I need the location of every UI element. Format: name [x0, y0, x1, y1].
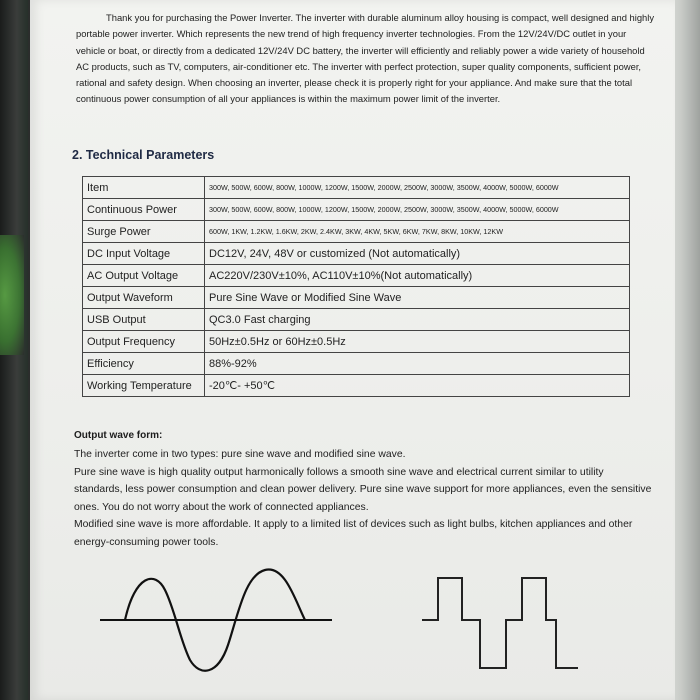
row-label: AC Output Voltage	[83, 265, 205, 287]
waveform-heading: Output wave form:	[74, 430, 163, 441]
row-value: 88%-92%	[205, 353, 630, 375]
waveform-line: Pure sine wave is high quality output harmonically follows a smooth sine wave and electrical current similar to utility standards, less power consumption and clean power delivery. Pure sine wave support for more appliances, even the sensitive ones. You do not worry about the work of connected appliances.	[74, 466, 652, 513]
row-label: Output Waveform	[83, 287, 205, 309]
modified-sine-wave-illustration	[422, 570, 582, 675]
row-value: 50Hz±0.5Hz or 60Hz±0.5Hz	[205, 331, 630, 353]
row-value: DC12V, 24V, 48V or customized (Not automatically)	[205, 243, 630, 265]
section-title: 2. Technical Parameters	[72, 148, 215, 162]
row-label: Surge Power	[83, 221, 205, 243]
table-row	[83, 331, 630, 353]
square-wave-line	[422, 578, 578, 668]
row-label: Continuous Power	[83, 199, 205, 221]
table-row	[83, 243, 630, 265]
row-value: 300W, 500W, 600W, 800W, 1000W, 1200W, 1500W, 2000W, 2500W, 3000W, 3500W, 4000W, 5000W, 6000W	[205, 177, 630, 199]
waveform-line: Modified sine wave is more affordable. It apply to a limited list of devices such as light bulbs, kitchen appliances and other energy-consuming power tools.	[74, 519, 633, 548]
table-row	[83, 287, 630, 309]
table-row	[83, 177, 630, 199]
table-row	[83, 199, 630, 221]
table-row	[83, 375, 630, 397]
row-label: Working Temperature	[83, 375, 205, 397]
row-value: 300W, 500W, 600W, 800W, 1000W, 1200W, 1500W, 2000W, 2500W, 3000W, 3500W, 4000W, 5000W, 6000W	[205, 199, 630, 221]
table-row	[83, 265, 630, 287]
row-value: QC3.0 Fast charging	[205, 309, 630, 331]
row-label: Output Frequency	[83, 331, 205, 353]
manual-page	[30, 0, 675, 700]
technical-parameters-table	[82, 176, 630, 397]
waveform-line: The inverter come in two types: pure sine wave and modified sine wave.	[74, 449, 406, 460]
table-row	[83, 353, 630, 375]
row-label: Efficiency	[83, 353, 205, 375]
intro-section	[76, 10, 656, 108]
background-green-object	[0, 235, 24, 355]
waveform-description	[74, 446, 654, 551]
row-label: Item	[83, 177, 205, 199]
row-label: DC Input Voltage	[83, 243, 205, 265]
table-row	[83, 221, 630, 243]
intro-paragraph: Thank you for purchasing the Power Inverter. The inverter with durable aluminum alloy housing is compact, well designed and highly portable power inverter. Which represents the new trend of high frequency inverter technologies. From the 12V/24V/DC outlet in your vehicle or boat, or directly from a dedicated 12V/24V DC battery, the inverter will efficiently and reliably power a wide variety of household AC products, such as TV, computers, air-conditioner etc. The inverter with perfect protection, super quality components, sufficient power, rational and safety design. When choosing an inverter, please check it is properly right for your appliance. And make sure that the total continuous power consumption of all your appliances is within the maximum power limit of the inverter.	[76, 12, 655, 105]
table-row	[83, 309, 630, 331]
sine-wave-illustration	[100, 565, 340, 675]
row-value: 600W, 1KW, 1.2KW, 1.6KW, 2KW, 2.4KW, 3KW, 4KW, 5KW, 6KW, 7KW, 8KW, 10KW, 12KW	[205, 221, 630, 243]
row-label: USB Output	[83, 309, 205, 331]
row-value: -20℃- +50℃	[205, 375, 630, 397]
row-value: Pure Sine Wave or Modified Sine Wave	[205, 287, 630, 309]
row-value: AC220V/230V±10%, AC110V±10%(Not automatically)	[205, 265, 630, 287]
